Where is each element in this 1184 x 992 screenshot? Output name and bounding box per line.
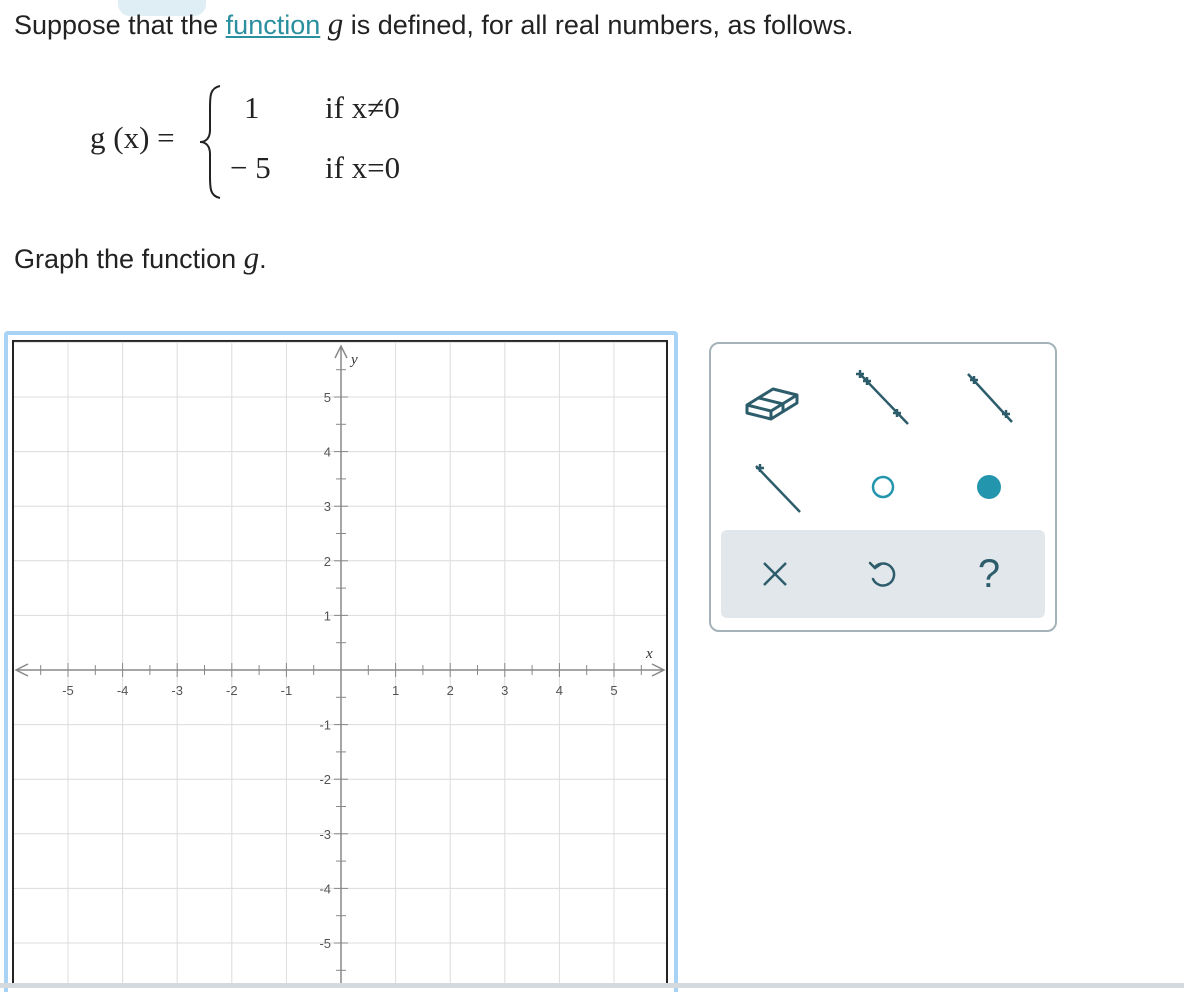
line-segment-icon — [848, 368, 918, 430]
closed-point-icon — [969, 467, 1009, 507]
y-tick-label: 5 — [323, 390, 331, 405]
clear-button[interactable] — [735, 540, 815, 608]
y-tick-label: -2 — [319, 772, 331, 788]
case-2-value: − 5 — [230, 150, 271, 185]
open-point-tool[interactable] — [843, 452, 923, 522]
y-tick-label: -1 — [319, 717, 331, 733]
x-tick-label: -5 — [62, 683, 74, 698]
line-tool[interactable] — [949, 364, 1029, 434]
y-tick-label: 1 — [323, 608, 331, 624]
ray-icon — [736, 456, 806, 518]
undo-button[interactable] — [843, 540, 923, 608]
help-icon: ? — [977, 551, 1001, 596]
case-2-condition: if x=0 — [325, 150, 401, 185]
left-brace — [198, 82, 224, 202]
plot-border — [13, 341, 667, 984]
problem-statement — [14, 6, 854, 42]
x-tick-label: -4 — [116, 683, 129, 698]
bottom-divider — [0, 983, 1184, 988]
y-tick-label: -4 — [319, 881, 331, 897]
y-tick-label: -3 — [319, 826, 331, 842]
x-tick-label: -3 — [171, 683, 183, 698]
closed-point-tool[interactable] — [949, 452, 1029, 522]
line-icon — [954, 368, 1024, 430]
x-tick-label: 5 — [610, 683, 618, 698]
x-tick-label: -1 — [280, 683, 293, 698]
case-1-condition: if x≠0 — [325, 90, 400, 125]
prompt-text-after: is defined, for all real numbers, as follows. — [343, 10, 854, 40]
piecewise-definition — [90, 84, 450, 204]
ray-tool[interactable] — [731, 452, 811, 522]
eraser-icon — [739, 375, 803, 423]
y-tick-label: 2 — [323, 553, 331, 569]
line-segment-tool[interactable] — [843, 364, 923, 434]
y-tick-label: 3 — [323, 499, 331, 515]
y-axis-label: y — [351, 352, 358, 368]
x-tick-label: 1 — [391, 683, 400, 698]
undo-icon — [866, 557, 900, 591]
open-point-icon — [863, 467, 903, 507]
eraser-tool[interactable] — [731, 364, 811, 434]
instruction-end: . — [259, 244, 267, 274]
action-bar — [721, 530, 1045, 618]
y-tick-label: 4 — [323, 444, 331, 460]
case-1-value: 1 — [244, 90, 260, 125]
x-axis-label: x — [646, 646, 653, 662]
help-button[interactable] — [949, 540, 1029, 608]
piecewise-lhs: g (x) = — [90, 120, 175, 155]
prompt-text-before: Suppose that the — [14, 10, 226, 40]
x-tick-label: -2 — [226, 683, 238, 698]
coordinate-plane[interactable] — [12, 340, 668, 984]
instruction-variable: g — [243, 240, 260, 275]
function-link[interactable]: function — [225, 10, 321, 40]
x-tick-label: 4 — [555, 683, 564, 698]
close-icon — [760, 559, 790, 589]
graph-toolbox — [709, 342, 1057, 632]
graph-instruction — [14, 240, 267, 276]
prompt-variable: g — [327, 6, 344, 41]
y-tick-label: -5 — [319, 936, 331, 951]
x-tick-label: 2 — [446, 683, 454, 698]
x-tick-label: 3 — [501, 683, 509, 698]
instruction-text: Graph the function — [14, 244, 244, 274]
